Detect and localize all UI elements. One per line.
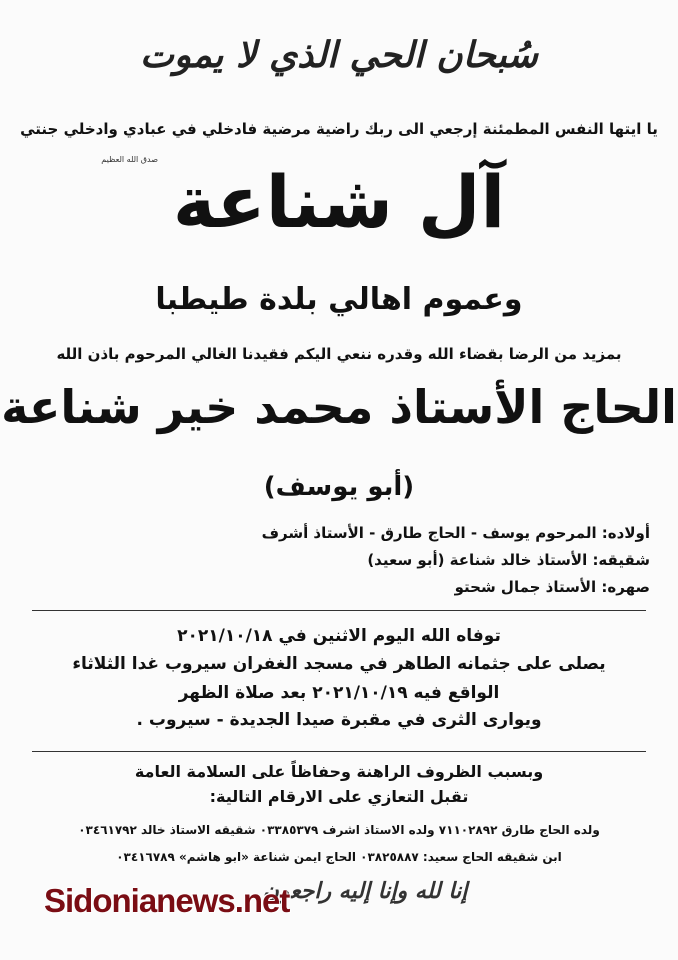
relatives-brother: شقيقه: الأستاذ خالد شناعة (أبو سعيد) [367,551,650,569]
contacts-row-2: ابن شقيقه الحاج سعيد: ٠٣٨٢٥٨٨٧ الحاج ايمن شناعة «ابو هاشم» ٠٣٤١٦٧٨٩ [116,850,562,864]
contacts-row-1: ولده الحاج طارق ٧١١٠٢٨٩٢ ولده الاستاذ اشرف ٠٣٣٨٥٣٧٩ شقيقه الاستاذ خالد ٠٣٤٦١٧٩٢ [78,823,600,837]
funeral-line-4: ويوارى الثرى في مقبرة صيدا الجديدة - سيروب . [136,710,542,730]
funeral-line-3: الواقع فيه ٢٠٢١/١٠/١٩ بعد صلاة الظهر [178,683,500,703]
deceased-name: الحاج الأستاذ محمد خير شناعة [1,380,677,434]
family-name: آل شناعة [172,160,506,244]
funeral-line-1: توفاه الله اليوم الاثنين في ٢٠٢١/١٠/١٨ [177,626,501,646]
condolence-notice-2: تقبل التعازي على الارقام التالية: [209,787,469,806]
footer-calligraphy: إنا لله وإنا إليه راجعون [262,878,468,904]
announcement-intro: بمزيد من الرضا بقضاء الله وقدره ننعي اليكم فقيدنا الغالي المرحوم باذن الله [56,345,622,363]
verse-citation: صدق الله العظيم [101,155,158,164]
quran-verse: يا ايتها النفس المطمئنة إرجعي الى ربك راضية مرضية فادخلي في عبادي وادخلي جنتي [20,120,658,138]
relatives-son-in-law: صهره: الأستاذ جمال شحتو [454,578,650,596]
site-watermark: Sidonianews.net [44,882,290,919]
relatives-children: أولاده: المرحوم يوسف - الحاج طارق - الأستاذ أشرف [261,524,650,542]
townsfolk-line: وعموم اهالي بلدة طيطبا [155,282,523,317]
funeral-line-2: يصلى على جثمانه الطاهر في مسجد الغفران سيروب غدا الثلاثاء [72,654,606,674]
condolence-notice-1: وبسبب الظروف الراهنة وحفاظاً على السلامة العامة [134,762,544,781]
header-calligraphy: سُبحان الحي الذي لا يموت [140,34,538,76]
section-divider [32,751,646,752]
deceased-nickname: (أبو يوسف) [263,472,415,502]
section-divider [32,610,646,611]
